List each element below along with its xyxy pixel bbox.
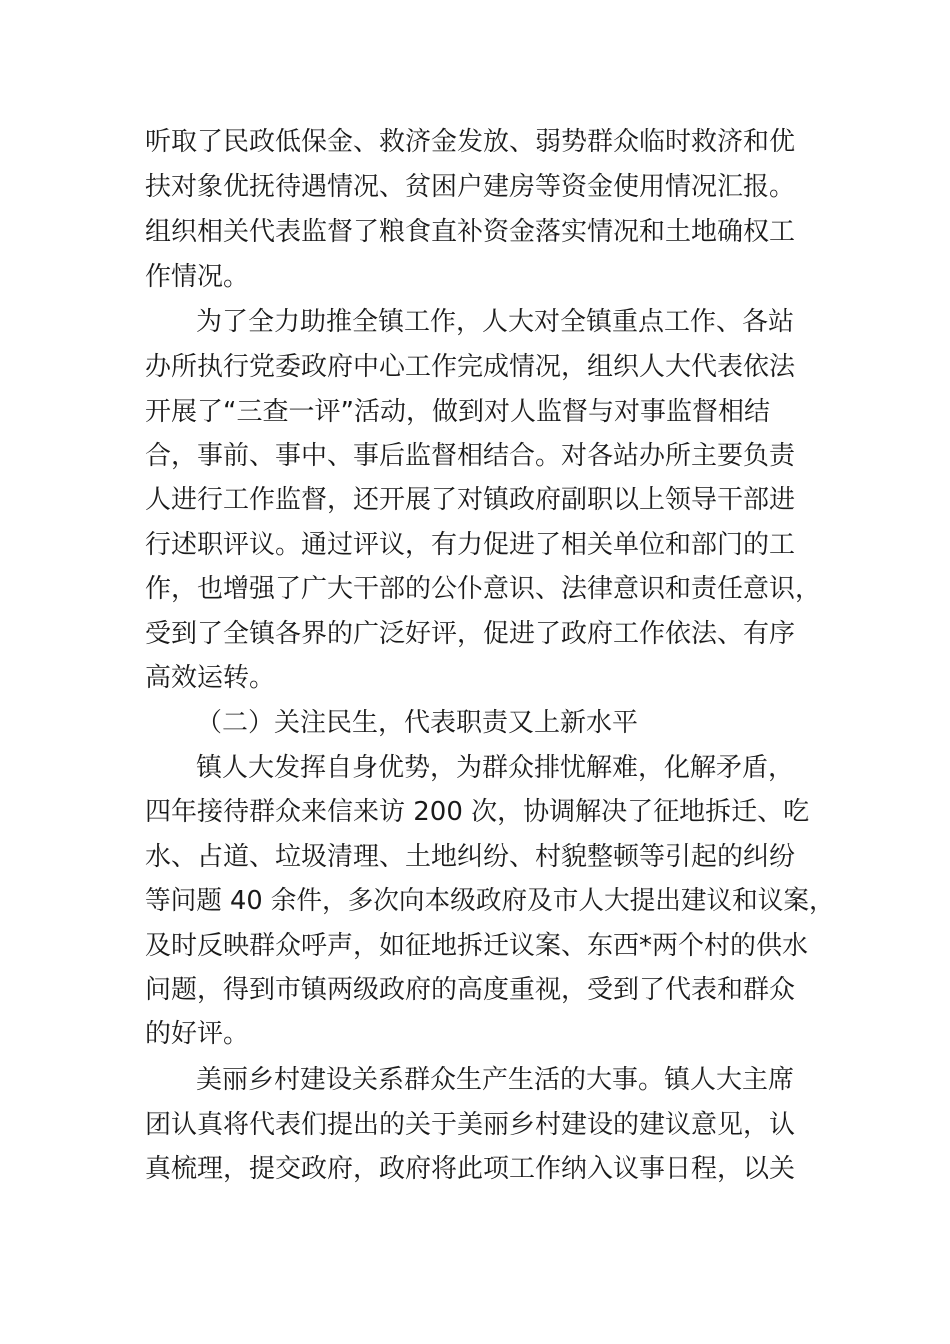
text-line: 作，也增强了广大干部的公仆意识、法律意识和责任意识， [145, 574, 822, 604]
text-line: 扶对象优抚待遇情况、贫困户建房等资金使用情况汇报。 [145, 172, 796, 202]
paragraph-first-line: 镇人大发挥自身优势，为群众排忧解难，化解矛盾， [196, 753, 795, 783]
paragraph-first-line: 美丽乡村建设关系群众生产生活的大事。镇人大主席 [196, 1065, 795, 1095]
text-line: 合，事前、事中、事后监督相结合。对各站办所主要负责 [145, 441, 796, 471]
text-line: 受到了全镇各界的广泛好评，促进了政府工作依法、有序 [145, 619, 796, 649]
text-line: 真梳理，提交政府，政府将此项工作纳入议事日程，以关 [145, 1154, 796, 1184]
text-line: 开展了“三查一评”活动，做到对人监督与对事监督相结 [145, 397, 770, 427]
text-line: 组织相关代表监督了粮食直补资金落实情况和土地确权工 [145, 217, 796, 247]
paragraph-first-line: 为了全力助推全镇工作，人大对全镇重点工作、各站 [196, 307, 795, 337]
text-line: 人进行工作监督，还开展了对镇政府副职以上领导干部进 [145, 485, 796, 515]
text-line: 等问题 40 余件，多次向本级政府及市人大提出建议和议案， [145, 886, 835, 916]
text-line: 高效运转。 [145, 663, 276, 693]
text-line: 水、占道、垃圾清理、土地纠纷、村貌整顿等引起的纠纷 [145, 842, 796, 872]
text-line: 及时反映群众呼声，如征地拆迁议案、东西*两个村的供水 [145, 931, 809, 961]
text-line: 问题，得到市镇两级政府的高度重视，受到了代表和群众 [145, 975, 796, 1005]
text-line: 作情况。 [145, 262, 250, 292]
text-line: 办所执行党委政府中心工作完成情况，组织人大代表依法 [145, 352, 796, 382]
text-line: 的好评。 [145, 1019, 250, 1049]
text-line: 听取了民政低保金、救济金发放、弱势群众临时救济和优 [145, 127, 796, 157]
text-line: 四年接待群众来信来访 200 次，协调解决了征地拆迁、吃 [145, 797, 810, 827]
text-line: 行述职评议。通过评议，有力促进了相关单位和部门的工 [145, 530, 796, 560]
section-heading: （二）关注民生，代表职责又上新水平 [196, 708, 639, 738]
text-line: 团认真将代表们提出的关于美丽乡村建设的建议意见，认 [145, 1110, 796, 1140]
